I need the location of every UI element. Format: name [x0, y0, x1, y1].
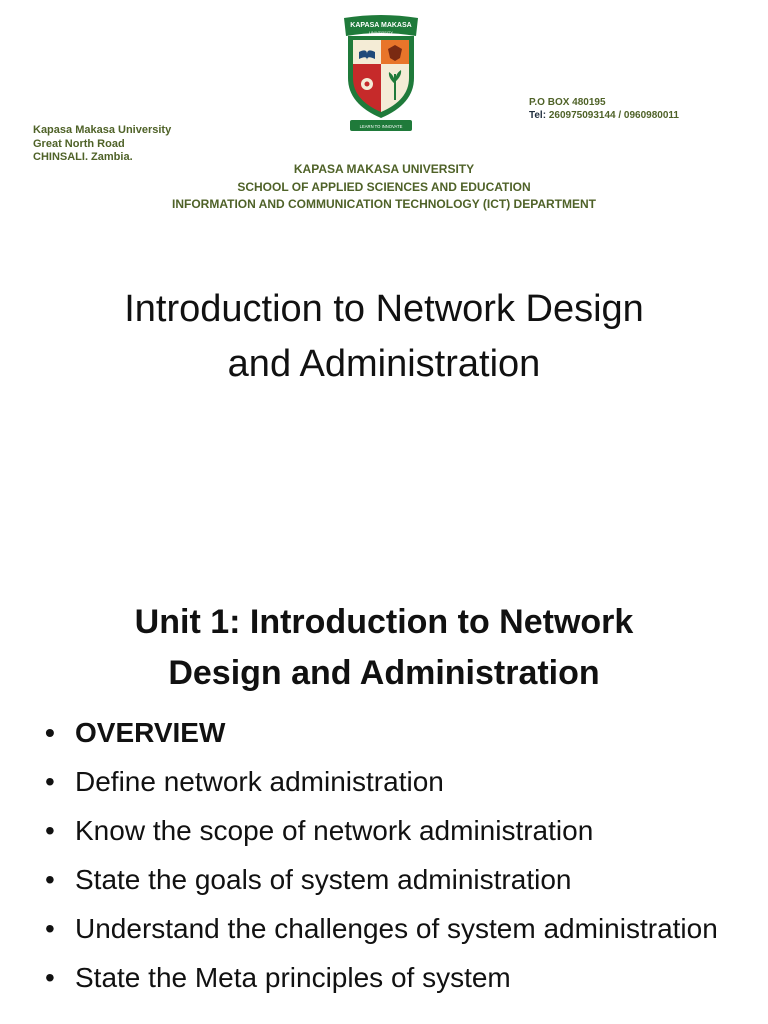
list-item — [45, 909, 735, 949]
list-item-text: Understand the challenges of system administration — [75, 913, 718, 944]
list-item-text: Know the scope of network administration — [75, 815, 594, 846]
crest-sub-text: UNIVERSITY — [368, 30, 394, 35]
list-item-text: Define network administration — [75, 766, 444, 797]
address-line: CHINSALI. Zambia. — [33, 151, 133, 163]
crest-banner-text: KAPASA MAKASA — [350, 22, 412, 29]
list-item — [45, 958, 735, 998]
header-line-university: KAPASA MAKASA UNIVERSITY — [293, 162, 475, 176]
unit-title-line: Design and Administration — [168, 654, 600, 692]
list-item — [45, 860, 735, 900]
overview-list — [45, 713, 735, 1007]
bullet-icon: • — [45, 717, 55, 748]
university-crest-icon — [338, 12, 424, 136]
bullet-icon: • — [45, 913, 55, 944]
tel-value: 260975093144 / 0960980011 — [548, 109, 679, 121]
course-title-line: and Administration — [227, 343, 541, 385]
bullet-icon: • — [45, 962, 55, 993]
list-item — [45, 811, 735, 851]
list-item-text: State the Meta principles of system — [75, 962, 511, 993]
address-right — [529, 97, 679, 122]
bullet-icon: • — [45, 864, 55, 895]
institution-header — [0, 161, 768, 214]
address-line: Kapasa Makasa University — [33, 124, 172, 136]
crest-motto: LEARN TO INNOVATE — [359, 124, 403, 129]
address-line: Great North Road — [33, 137, 125, 150]
list-item-text: State the goals of system administration — [75, 864, 572, 895]
course-title — [40, 282, 728, 392]
unit-title-line: Unit 1: Introduction to Network — [134, 603, 634, 641]
bullet-icon: • — [45, 815, 55, 846]
unit-title — [40, 597, 728, 699]
telephone — [529, 110, 679, 123]
bullet-icon: • — [45, 766, 55, 797]
list-item — [45, 762, 735, 802]
header-line-school: SCHOOL OF APPLIED SCIENCES AND EDUCATION — [237, 179, 531, 194]
list-item-text: OVERVIEW — [75, 717, 226, 748]
tel-label: Tel: — [529, 109, 547, 121]
list-item — [45, 713, 735, 753]
po-box: P.O BOX 480195 — [529, 97, 606, 108]
header-line-department: INFORMATION AND COMMUNICATION TECHNOLOGY (ICT) DEPARTMENT — [172, 197, 596, 211]
course-title-line: Introduction to Network Design — [124, 288, 644, 330]
address-left — [33, 124, 171, 165]
